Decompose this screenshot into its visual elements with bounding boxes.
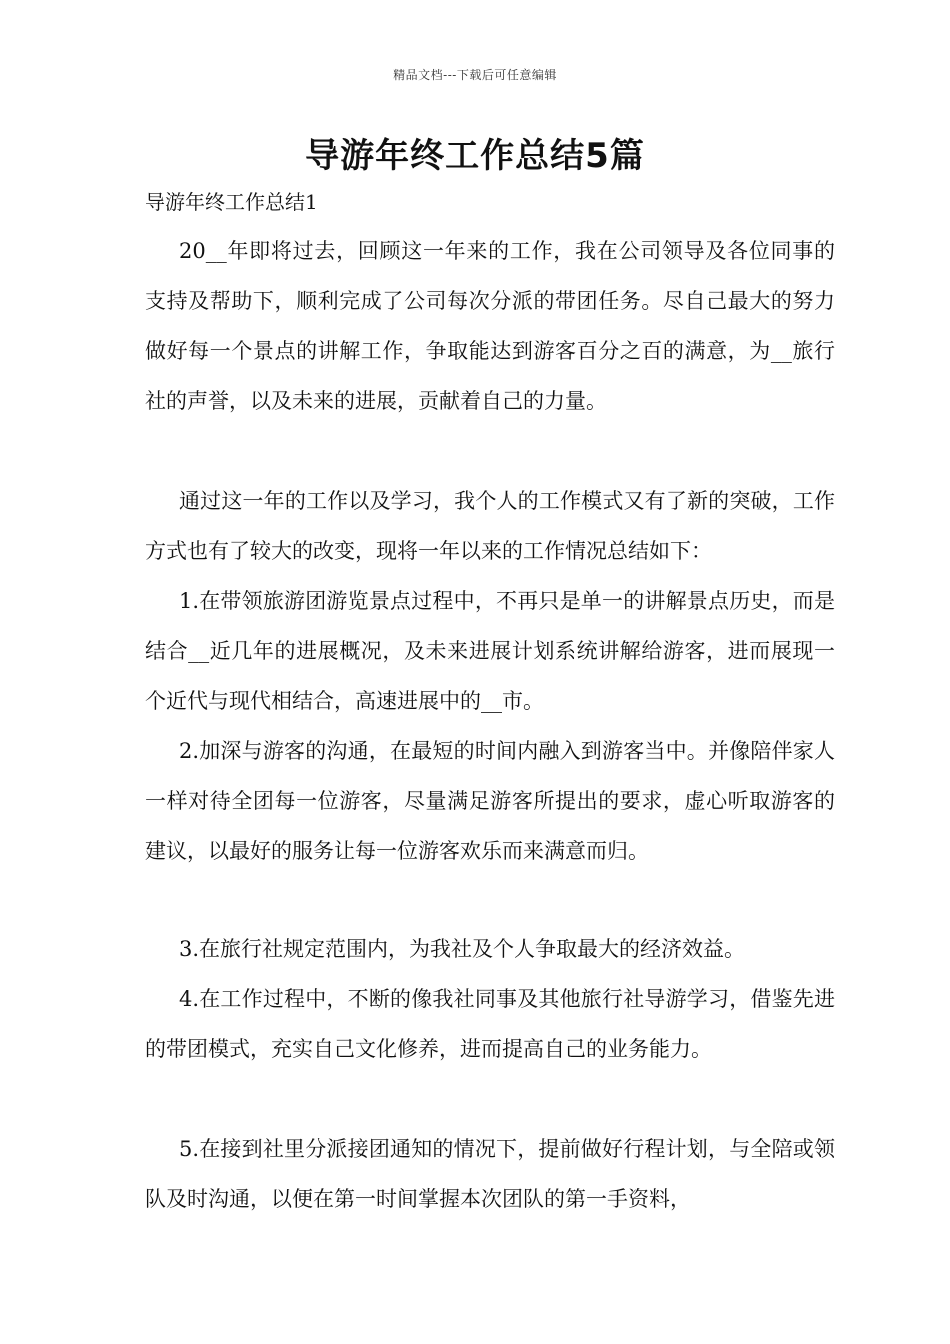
list-item-2: 2.加深与游客的沟通，在最短的时间内融入到游客当中。并像陪伴家人一样对待全团每一位游客，尽量满足游客所提出的要求，虚心听取游客的建议，以最好的服务让每一位游客欢乐而来满意而归。	[145, 739, 835, 863]
section-heading: 导游年终工作总结1	[145, 190, 318, 214]
list-item-1: 1.在带领旅游团游览景点过程中，不再只是单一的讲解景点历史，而是结合__近几年的进展概况，及未来进展计划系统讲解给游客，进而展现一个近代与现代相结合，高速进展中的__市。	[145, 589, 835, 713]
paragraph-summary-lead: 通过这一年的工作以及学习，我个人的工作模式又有了新的突破，工作方式也有了较大的改变，现将一年以来的工作情况总结如下：	[145, 489, 835, 563]
list-item-4: 4.在工作过程中，不断的像我社同事及其他旅行社导游学习，借鉴先进的带团模式，充实自己文化修养，进而提高自己的业务能力。	[145, 987, 835, 1061]
paragraph-intro: 20__年即将过去，回顾这一年来的工作，我在公司领导及各位同事的支持及帮助下，顺利完成了公司每次分派的带团任务。尽自己最大的努力做好每一个景点的讲解工作，争取能达到游客百分之百的满意，为__旅行社的声誉，以及未来的进展，贡献着自己的力量。	[145, 239, 835, 413]
document-title: 导游年终工作总结5篇	[305, 136, 645, 176]
header-note: 精品文档---下载后可任意编辑	[393, 68, 557, 82]
list-item-5: 5.在接到社里分派接团通知的情况下，提前做好行程计划，与全陪或领队及时沟通，以便在第一时间掌握本次团队的第一手资料，	[145, 1137, 835, 1211]
list-item-3: 3.在旅行社规定范围内，为我社及个人争取最大的经济效益。	[179, 937, 746, 961]
